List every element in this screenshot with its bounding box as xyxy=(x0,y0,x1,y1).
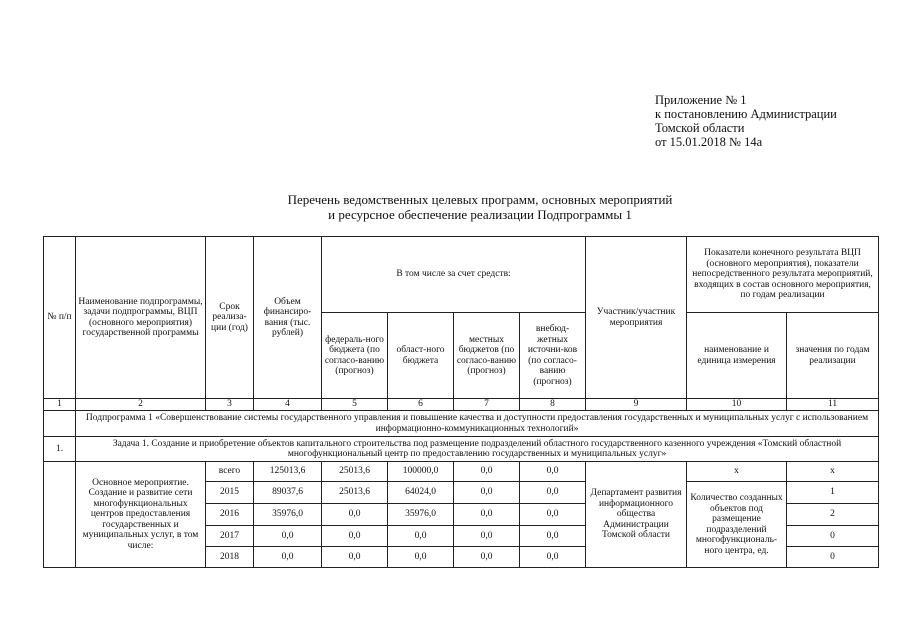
header-extra: внебюд-жетных источни-ков (по согласо-ванию (прогноз) xyxy=(520,313,586,399)
annex-line-2: к постановлению Администрации xyxy=(655,107,837,121)
header-local: местных бюджетов (по согласо-ванию (прогноз) xyxy=(454,313,520,399)
row-regional: 64024,0 xyxy=(388,482,454,504)
col-number: 7 xyxy=(454,399,520,411)
main-event-name: Основное мероприятие. Создание и развитие сети многофункциональных центров предоставления государственных и муниципальных услуг, в том числе: xyxy=(76,462,206,568)
col-number: 2 xyxy=(76,399,206,411)
row-extra: 0,0 xyxy=(520,504,586,526)
indicator-name: Количество созданных объектов под размещение подразделений многофункциональ-ного центра, ед. xyxy=(687,482,787,568)
annex-line-1: Приложение № 1 xyxy=(655,93,747,107)
header-ind-name: наименование и единица измерения xyxy=(687,313,787,399)
row-federal: 0,0 xyxy=(322,547,388,568)
row-regional: 100000,0 xyxy=(388,462,454,482)
header-federal: федераль-ного бюджета (по согласо-ванию (прогноз) xyxy=(322,313,388,399)
row-extra: 0,0 xyxy=(520,482,586,504)
row-term: 2016 xyxy=(206,504,254,526)
row-term: 2015 xyxy=(206,482,254,504)
col-number: 11 xyxy=(787,399,879,411)
row-volume: 35976,0 xyxy=(254,504,322,526)
program-table xyxy=(43,236,879,568)
row-local: 0,0 xyxy=(454,462,520,482)
header-indicators: Показатели конечного результата ВЦП (основного мероприятия), показатели непосредственного результата мероприятий, входящих в состав основного мероприятия, по годам реализации xyxy=(687,237,879,313)
header-regional: област-ного бюджета xyxy=(388,313,454,399)
row-regional: 35976,0 xyxy=(388,504,454,526)
subprogram-num-cell xyxy=(44,411,76,437)
col-number: 5 xyxy=(322,399,388,411)
title-line-2: и ресурсное обеспечение реализации Подпрограммы 1 xyxy=(328,207,632,222)
row-volume: 0,0 xyxy=(254,526,322,547)
task-num: 1. xyxy=(44,437,76,462)
task-title: Задача 1. Создание и приобретение объектов капитального строительства под размещение подразделений областного государственного казенного учреждения «Томский областной многофункциональный центр по предоставлению государственных и муниципальных услуг» xyxy=(76,437,879,462)
row-regional: 0,0 xyxy=(388,526,454,547)
row-term: 2017 xyxy=(206,526,254,547)
row-ind-value: х xyxy=(787,462,879,482)
row-ind-value: 0 xyxy=(787,547,879,568)
row-local: 0,0 xyxy=(454,482,520,504)
row-local: 0,0 xyxy=(454,526,520,547)
col-number: 4 xyxy=(254,399,322,411)
row-ind-value: 0 xyxy=(787,526,879,547)
row-federal: 0,0 xyxy=(322,526,388,547)
row-term: всего xyxy=(206,462,254,482)
row-extra: 0,0 xyxy=(520,547,586,568)
col-number: 6 xyxy=(388,399,454,411)
row-volume: 0,0 xyxy=(254,547,322,568)
row-ind-name: х xyxy=(687,462,787,482)
row-term: 2018 xyxy=(206,547,254,568)
header-ind-values: значения по годам реализации xyxy=(787,313,879,399)
col-number: 1 xyxy=(44,399,76,411)
main-event-participant: Департамент развития информационного общества Администрации Томской области xyxy=(586,462,687,568)
row-federal: 25013,6 xyxy=(322,482,388,504)
col-number: 3 xyxy=(206,399,254,411)
event-num-cell xyxy=(44,462,76,568)
row-federal: 0,0 xyxy=(322,504,388,526)
row-local: 0,0 xyxy=(454,504,520,526)
row-ind-value: 1 xyxy=(787,482,879,504)
header-num: № п/п xyxy=(44,237,76,399)
row-volume: 125013,6 xyxy=(254,462,322,482)
header-participant: Участник/участник мероприятия xyxy=(586,237,687,399)
col-number: 8 xyxy=(520,399,586,411)
header-including: В том числе за счет средств: xyxy=(322,237,586,313)
row-ind-value: 2 xyxy=(787,504,879,526)
annex-line-4: от 15.01.2018 № 14а xyxy=(655,135,763,149)
row-regional: 0,0 xyxy=(388,547,454,568)
header-term: Срок реализа-ции (год) xyxy=(206,237,254,399)
row-extra: 0,0 xyxy=(520,462,586,482)
row-federal: 25013,6 xyxy=(322,462,388,482)
header-volume: Объем финансиро-вания (тыс. рублей) xyxy=(254,237,322,399)
col-number: 9 xyxy=(586,399,687,411)
title-line-1: Перечень ведомственных целевых программ, основных мероприятий xyxy=(287,192,673,207)
annex-block xyxy=(655,93,895,149)
document-title xyxy=(40,192,905,222)
subprogram-title: Подпрограмма 1 «Совершенствование системы государственного управления и повышение качества и доступности предоставления государственных и муниципальных услуг с использованием информационно-коммуникационных технологий» xyxy=(76,411,879,437)
col-number: 10 xyxy=(687,399,787,411)
row-volume: 89037,6 xyxy=(254,482,322,504)
row-local: 0,0 xyxy=(454,547,520,568)
header-name: Наименование подпрограммы, задачи подпрограммы, ВЦП (основного мероприятия) государственной программы xyxy=(76,237,206,399)
annex-line-3: Томской области xyxy=(655,121,745,135)
row-extra: 0,0 xyxy=(520,526,586,547)
